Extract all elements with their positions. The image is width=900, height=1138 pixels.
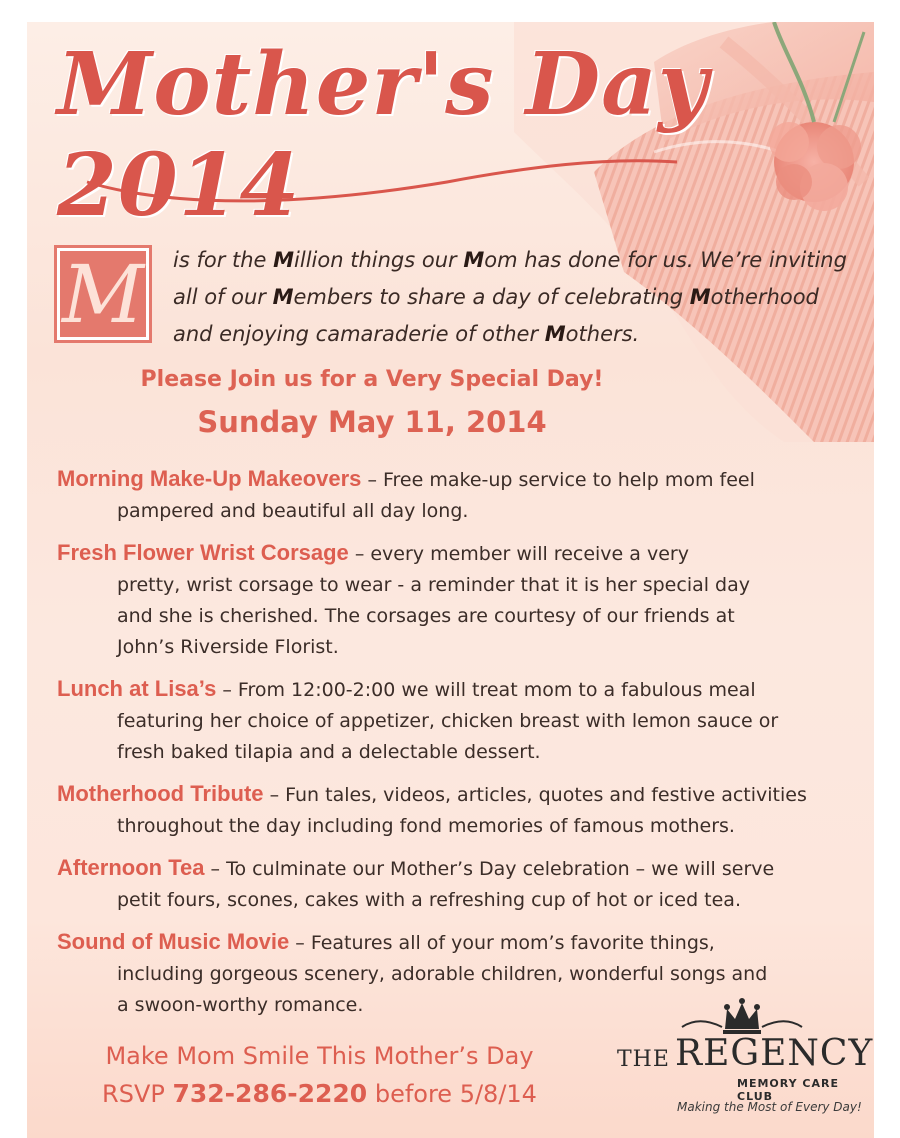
event-item <box>57 537 867 663</box>
rsvp-phone: 732-286-2220 <box>172 1079 368 1108</box>
event-name: Motherhood Tribute <box>57 781 264 806</box>
event-description: – every member will receive a very <box>354 543 689 565</box>
event-name: Fresh Flower Wrist Corsage <box>57 540 349 565</box>
event-description: – Free make-up service to help mom feel <box>367 469 755 491</box>
event-item <box>57 778 867 842</box>
rsvp-line <box>27 1075 612 1113</box>
event-name: Sound of Music Movie <box>57 929 290 954</box>
logo-subtitle: MEMORY CARE CLUB <box>737 1077 839 1103</box>
join-heading: Please Join us for a Very Special Day! <box>140 367 604 392</box>
event-description: – To culminate our Mother’s Day celebration – we will serve <box>210 858 775 880</box>
event-description: – From 12:00-2:00 we will treat mom to a fabulous meal <box>222 679 756 701</box>
footer-smile: Make Mom Smile This Mother’s Day <box>105 1042 534 1070</box>
intro-emphasis: M <box>463 248 485 272</box>
event-item <box>57 673 867 768</box>
event-description: including gorgeous scenery, adorable children, wonderful songs and <box>117 963 768 985</box>
event-description: – Fun tales, videos, articles, quotes and festive activities <box>269 784 807 806</box>
event-description: – Features all of your mom’s favorite things, <box>295 932 715 954</box>
intro-emphasis: M <box>273 248 295 272</box>
crown-icon <box>677 997 807 1037</box>
logo-the: THE <box>617 1047 670 1072</box>
page-title: Mother's Day 2014 <box>57 34 709 236</box>
drop-cap: M <box>57 248 149 340</box>
flyer-page <box>27 22 874 1138</box>
intro-text: embers to share a day of celebrating <box>293 285 690 309</box>
intro-text: otherhood and enjoying camaraderie of other <box>173 285 819 346</box>
event-first-line <box>57 537 867 570</box>
event-description: petit fours, scones, cakes with a refreshing cup of hot or iced tea. <box>117 889 741 911</box>
event-item <box>57 463 867 527</box>
intro-text: om has done for us. We’re inviting all of our <box>173 248 847 309</box>
event-item <box>57 852 867 916</box>
intro-emphasis: M <box>544 322 566 346</box>
event-date: Sunday May 11, 2014 <box>197 405 547 439</box>
event-description: a swoon-worthy romance. <box>117 994 364 1016</box>
event-name: Morning Make-Up Makeovers <box>57 466 362 491</box>
event-description: and she is cherished. The corsages are courtesy of our friends at <box>117 605 735 627</box>
event-first-line <box>57 673 867 706</box>
event-name: Lunch at Lisa’s <box>57 676 217 701</box>
event-description: pretty, wrist corsage to wear - a reminder that it is her special day <box>117 574 751 596</box>
logo-regency: REGENCY <box>675 1033 874 1074</box>
intro-emphasis: M <box>689 285 711 309</box>
regency-logo <box>617 997 874 1127</box>
title-flourish <box>67 142 687 212</box>
event-first-line <box>57 926 867 959</box>
logo-tagline: Making the Most of Every Day! <box>677 1100 862 1114</box>
rsvp-prefix: RSVP <box>102 1080 165 1108</box>
event-description: throughout the day including fond memories of famous mothers. <box>117 815 735 837</box>
intro-text: illion things our <box>294 248 464 272</box>
events-list <box>57 463 867 1031</box>
event-description: pampered and beautiful all day long. <box>117 500 469 522</box>
event-description: John’s Riverside Florist. <box>117 636 339 658</box>
event-first-line <box>57 778 867 811</box>
intro-text: others. <box>565 322 640 346</box>
rsvp-suffix: before 5/8/14 <box>374 1080 537 1108</box>
event-description: fresh baked tilapia and a delectable dessert. <box>117 741 541 763</box>
intro-emphasis: M <box>272 285 294 309</box>
footer-rsvp <box>27 1037 612 1113</box>
event-description: featuring her choice of appetizer, chicken breast with lemon sauce or <box>117 710 779 732</box>
intro-paragraph <box>173 242 853 353</box>
intro-text: is for the <box>173 248 274 272</box>
event-first-line <box>57 852 867 885</box>
event-first-line <box>57 463 867 496</box>
event-name: Afternoon Tea <box>57 855 205 880</box>
